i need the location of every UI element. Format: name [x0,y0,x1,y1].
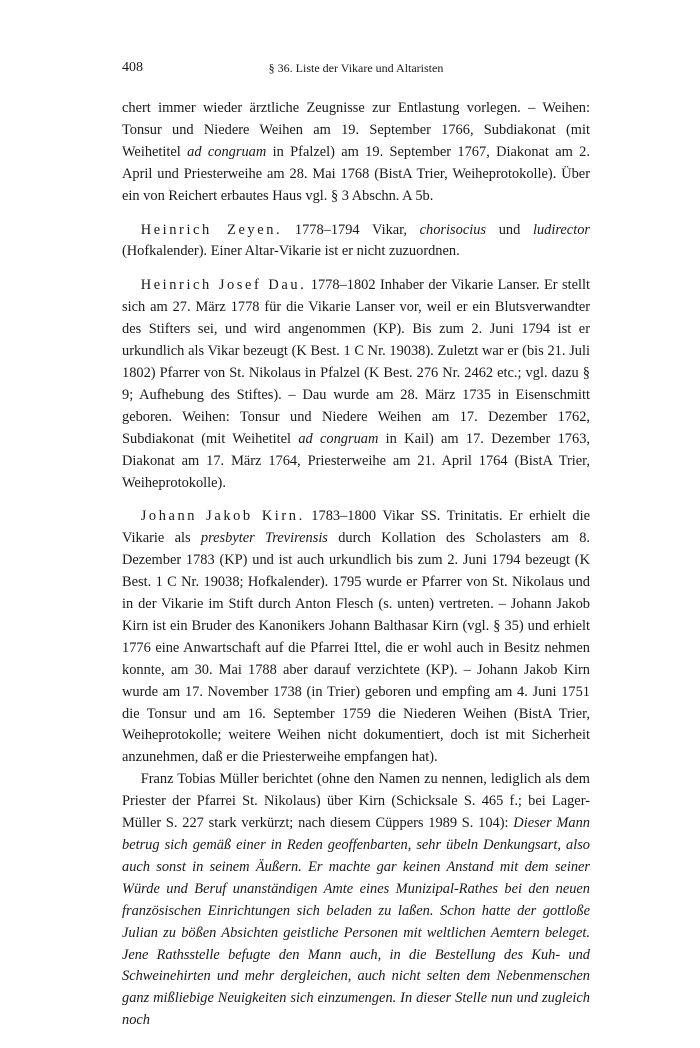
paragraph-mueller-quote [122,769,590,1032]
italic-term: ad congruam [298,430,379,447]
italic-term: ludirector [532,221,590,238]
entry-johann-jakob-kirn [122,506,590,769]
document-page [122,60,590,1032]
text-run: 1783–1800 Vikar SS. Trinitatis. Er erhielt die Vikarie als [122,508,590,547]
person-name: Heinrich Josef Dau. [140,277,307,294]
person-name: Heinrich Zeyen. [140,221,283,238]
italic-term: presbyter Trevirensis [200,530,328,547]
entry-heinrich-zeyen [122,220,590,264]
text-run: durch Kollation des Scholasters am 8. Dezember 1783 (KP) und ist auch urkundlich bis zum 2. Juni 1794 bezeugt (K Best. 1 C Nr. 19038; Hofkalender). 1795 wurde er Pfarrer von St. Nikolaus und in der Vikarie im Stift durch Anton Flesch (s. unten) vertreten. – Johann Jakob Kirn ist ein Bruder des Kanonikers Johann Balthasar Kirn (vgl. § 35) und erhielt 1776 eine Anwartschaft auf die Pfarrei Ittel, die er wohl auch in Besitz nehmen konnte, am 30. Mai 1788 aber darauf verzichtete (KP). – Johann Jakob Kirn wurde am 17. November 1738 (in Trier) geboren und empfing am 4. Juni 1751 die Tonsur und am 16. September 1759 die Niederen Weihen (BistA Trier, Weiheprotokolle; weitere Weihen nicht dokumentiert, doch ist mit Sicherheit anzunehmen, daß er die Priesterweihe empfangen hat). [122,530,591,766]
page-number: 408 [122,60,143,75]
body-text [122,98,590,1032]
text-run: chert immer wieder ärztliche Zeugnisse zur Entlastung vorlegen. – Weihen: Tonsur und Niedere Weihen am 19. September 1766, Subdiakonat (mit Weihetitel [122,100,590,160]
text-run: 1778–1794 Vikar, [282,221,420,238]
running-head [122,60,590,82]
section-title: § 36. Liste der Vikare und Altaristen [268,61,444,75]
person-name: Johann Jakob Kirn. [140,508,305,525]
text-run: Franz Tobias Müller berichtet (ohne den Namen zu nennen, lediglich als dem Priester der Pfarrei St. Nikolaus) über Kirn (Schicksale S. 465 f.; bei Lager-Müller S. 227 stark verkürzt; nach diesem Cüppers 1989 S. 104): [122,771,590,832]
paragraph-reichert-continuation [122,98,590,208]
entry-heinrich-josef-dau [122,275,590,494]
italic-term: ad congruam [187,143,267,160]
text-run: in Kail) am 17. Dezember 1763, Diakonat am 17. März 1764, Priesterweihe am 21. April 1764 (BistA Trier, Weiheprotokolle). [122,430,590,491]
text-run: und [486,221,533,238]
italic-term: chorisocius [419,221,487,238]
text-run: in Pfalzel) am 19. September 1767, Diakonat am 2. April und Priesterweihe am 28. Mai 1768 (BistA Trier, Weiheprotokolle). Über ein von Reichert erbautes Haus vgl. § 3 Abschn. A 5b. [122,143,590,204]
text-run: (Hofkalender). Einer Altar-Vikarie ist er nicht zuzuordnen. [122,243,460,260]
text-run: 1778–1802 Inhaber der Vikarie Lanser. Er stellt sich am 27. März 1778 für die Vikarie Lanser vor, weil er ein Blutsverwandter des Stifters sei, und wird angenommen (KP). Bis zum 2. Juni 1794 ist er urkundlich als Vikar bezeugt (K Best. 1 C Nr. 19038). Zuletzt war er (bis 21. Juli 1802) Pfarrer von St. Nikolaus in Pfalzel (K Best. 276 Nr. 2462 etc.; vgl. dazu § 9; Aufhebung des Stiftes). – Dau wurde am 28. März 1735 in Eisenschmitt geboren. Weihen: Tonsur und Niedere Weihen am 17. Dezember 1762, Subdiakonat (mit Weihetitel [122,277,591,447]
quotation-italic: Dieser Mann betrug sich gemäß einer in Reden geoffenbarten, sehr übeln Denkungsart, also auch sonst in seinem Äußern. Er machte gar keinen Anstand mit dem seiner Würde und Beruf unanständigen Amte eines Munizipal-Rathes bei den neuen französischen Einrichtungen sich beladen zu laßen. Schon hatte der gottloße Julian zu bößen Absichten geistliche Personen mit weltlichen Aemtern beleget. Jene Rathsstelle befugte den Mann auch, in die Bestellung des Kuh- und Schweinehirten und mehr dergleichen, auch nicht selten dem Nebenmenschen ganz mißliebige Neuigkeiten sich einzumengen. In dieser Stelle nun und zugleich noch [122,815,590,1029]
